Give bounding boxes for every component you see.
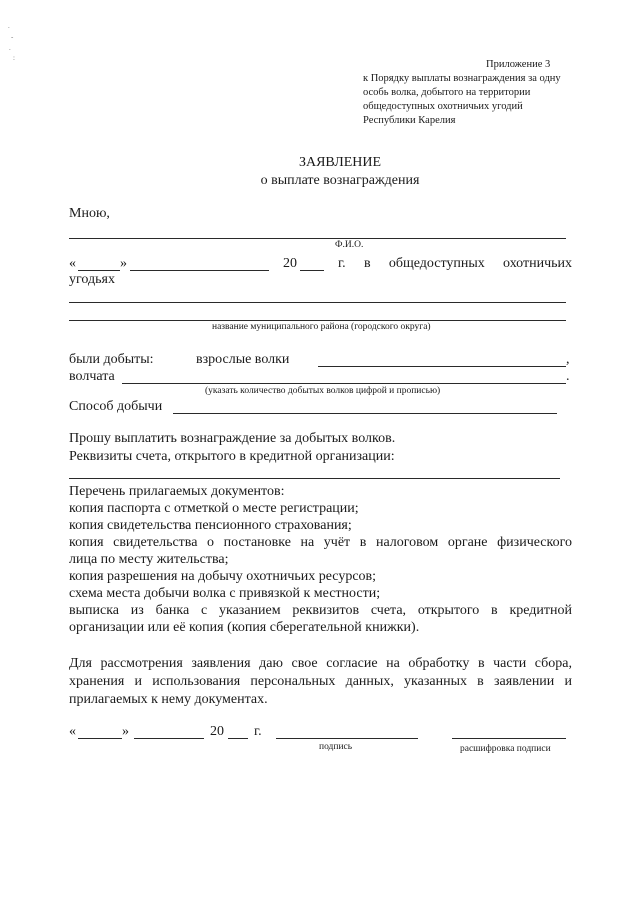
sig-month-line[interactable] — [134, 738, 204, 739]
date-open-quote: « — [69, 256, 76, 271]
sig-year-suffix: г. — [254, 724, 262, 739]
count-caption: (указать количество добытых волков цифрой и прописью) — [205, 386, 441, 396]
signature-line[interactable] — [276, 738, 418, 739]
signature-decode-line[interactable] — [452, 738, 566, 739]
document-item: копия разрешения на добычу охотничьих ресурсов; — [69, 569, 377, 584]
consent-line: хранения и использования персональных данных, указанных в заявлении и — [69, 674, 572, 689]
sig-year-prefix: 20 — [210, 724, 224, 739]
request-line: Реквизиты счета, открытого в кредитной организации: — [69, 449, 395, 464]
document-title: ЗАЯВЛЕНИЕ — [298, 155, 382, 170]
comma: , — [566, 352, 570, 367]
cubs-line[interactable] — [122, 383, 566, 384]
day-line[interactable] — [78, 270, 120, 271]
appendix-line: Республики Карелия — [363, 115, 456, 126]
sig-date-close-quote: » — [122, 724, 129, 739]
appendix-title: Приложение 3 — [486, 59, 551, 70]
adult-wolves-label: взрослые волки — [196, 352, 290, 367]
margin-mark: - — [11, 33, 14, 41]
cubs-label: волчата — [69, 369, 115, 384]
fio-caption: Ф.И.О. — [335, 240, 364, 250]
month-line[interactable] — [130, 270, 269, 271]
margin-mark: . — [9, 44, 11, 52]
document-item: копия свидетельства пенсионного страхования; — [69, 518, 352, 533]
document-item: схема места добычи волка с привязкой к местности; — [69, 586, 381, 601]
mnoyu-label: Мною, — [69, 206, 110, 221]
year-line[interactable] — [300, 270, 324, 271]
period: . — [566, 369, 570, 384]
caught-label: были добыты: — [69, 352, 154, 367]
appendix-line: общедоступных охотничьих угодий — [363, 101, 523, 112]
appendix-line: к Порядку выплаты вознаграждения за одну — [363, 73, 561, 84]
date-line-rest: г. в общедоступных охотничьих — [338, 256, 572, 271]
date-close-quote: » — [120, 256, 127, 271]
document-item: лица по месту жительства; — [69, 552, 229, 567]
margin-mark: : — [13, 54, 15, 62]
method-line[interactable] — [173, 413, 557, 414]
consent-line: Для рассмотрения заявления даю свое согласие на обработку в части сбора, — [69, 656, 572, 671]
sig-date-open-quote: « — [69, 724, 76, 739]
year-prefix: 20 — [283, 256, 297, 271]
signature-caption: подпись — [319, 742, 353, 752]
district-line[interactable] — [69, 302, 566, 303]
appendix-line: особь волка, добытого на территории — [363, 87, 531, 98]
adult-wolves-line[interactable] — [318, 366, 566, 367]
document-item: выписка из банка с указанием реквизитов счета, открытого в кредитной — [69, 603, 572, 618]
sig-day-line[interactable] — [78, 738, 122, 739]
sig-year-line[interactable] — [228, 738, 248, 739]
district-line[interactable] — [69, 320, 566, 321]
fio-line[interactable] — [69, 238, 566, 239]
document-subtitle: о выплате вознаграждения — [260, 173, 420, 188]
documents-header: Перечень прилагаемых документов: — [69, 484, 285, 499]
document-item: копия свидетельства о постановке на учёт в налоговом органе физического — [69, 535, 572, 550]
method-label: Способ добычи — [69, 399, 163, 414]
document-item: организации или её копия (копия сберегательной книжки). — [69, 620, 420, 635]
consent-line: прилагаемых к нему документах. — [69, 692, 268, 707]
document-item: копия паспорта с отметкой о месте регистрации; — [69, 501, 359, 516]
account-line[interactable] — [69, 478, 560, 479]
margin-mark: . — [8, 22, 10, 30]
district-caption: название муниципального района (городского округа) — [212, 322, 431, 332]
ugodyah-label: угодьях — [69, 272, 115, 287]
request-line: Прошу выплатить вознаграждение за добытых волков. — [69, 431, 396, 446]
signature-decode-caption: расшифровка подписи — [460, 744, 551, 754]
